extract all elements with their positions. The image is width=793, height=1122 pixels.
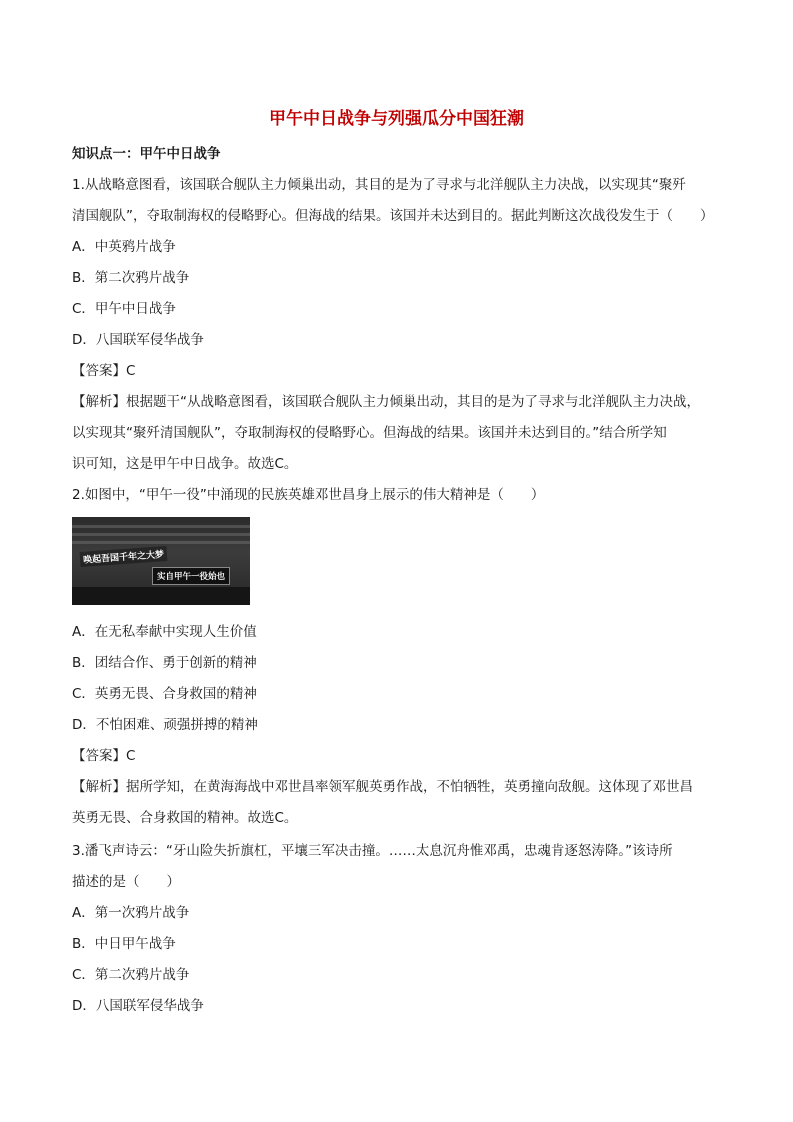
question-2-option-b: B．团结合作、勇于创新的精神 bbox=[72, 655, 257, 671]
question-3-option-a: A．第一次鸦片战争 bbox=[72, 905, 190, 921]
question-1-option-a: A．中英鸦片战争 bbox=[72, 239, 176, 255]
question-2-analysis-line-1: 【解析】据所学知，在黄海海战中邓世昌率领军舰英勇作战，不怕牺牲，英勇撞向敌舰。这体现了邓世昌 bbox=[72, 779, 693, 795]
question-2-stem-line-1: 2.如图中，“甲午一役”中涌现的民族英雄邓世昌身上展示的伟大精神是（ ） bbox=[72, 487, 545, 503]
document-title: 甲午中日战争与列强瓜分中国狂潮 bbox=[269, 109, 524, 129]
question-3-option-b: B．中日甲午战争 bbox=[72, 936, 176, 952]
photo-stripe bbox=[72, 525, 250, 528]
question-1-option-b: B．第二次鸦片战争 bbox=[72, 270, 190, 286]
question-1-stem-line-1: 1.从战略意图看，该国联合舰队主力倾巢出动，其目的是为了寻求与北洋舰队主力决战，以实现其“聚歼 bbox=[72, 177, 686, 193]
question-2-answer: 【答案】C bbox=[72, 748, 136, 764]
question-1-analysis-line-3: 识可知，这是甲午中日战争。故选C。 bbox=[72, 456, 298, 472]
question-2-option-d: D．不怕困难、顽强拼搏的精神 bbox=[72, 717, 258, 733]
question-1-option-c: C．甲午中日战争 bbox=[72, 301, 176, 317]
question-1-analysis-line-1: 【解析】根据题干“从战略意图看，该国联合舰队主力倾巢出动，其目的是为了寻求与北洋舰队主力决战， bbox=[72, 394, 700, 410]
section-heading: 知识点一：甲午中日战争 bbox=[72, 146, 221, 162]
photo-caption-1: 唤起吾国千年之大梦 bbox=[80, 546, 168, 567]
photo-stripe bbox=[72, 533, 250, 536]
question-1-option-d: D．八国联军侵华战争 bbox=[72, 332, 204, 348]
question-3-stem-line-1: 3.潘飞声诗云：“牙山险失折旗杠，平壤三军决击撞。……太息沉舟惟邓禹，忠魂肯逐怒涛降。”该诗所 bbox=[72, 843, 673, 859]
photo-caption-2: 实自甲午一役始也 bbox=[152, 567, 230, 585]
question-3-option-c: C．第二次鸦片战争 bbox=[72, 967, 190, 983]
question-2-photo bbox=[72, 517, 250, 605]
question-3-option-d: D．八国联军侵华战争 bbox=[72, 998, 204, 1014]
photo-dark-base bbox=[72, 587, 250, 605]
question-1-stem-line-2: 清国舰队”，夺取制海权的侵略野心。但海战的结果。该国并未达到目的。据此判断这次战役发生于（ ） bbox=[72, 208, 714, 224]
question-1-answer: 【答案】C bbox=[72, 363, 136, 379]
question-2-analysis-line-2: 英勇无畏、合身救国的精神。故选C。 bbox=[72, 810, 298, 826]
question-2-option-a: A．在无私奉献中实现人生价值 bbox=[72, 624, 257, 640]
question-2-option-c: C．英勇无畏、合身救国的精神 bbox=[72, 686, 257, 702]
question-1-analysis-line-2: 以实现其“聚歼清国舰队”，夺取制海权的侵略野心。但海战的结果。该国并未达到目的。”结合所学知 bbox=[72, 425, 667, 441]
question-3-stem-line-2: 描述的是（ ） bbox=[72, 874, 180, 890]
photo-stripe bbox=[72, 541, 250, 544]
